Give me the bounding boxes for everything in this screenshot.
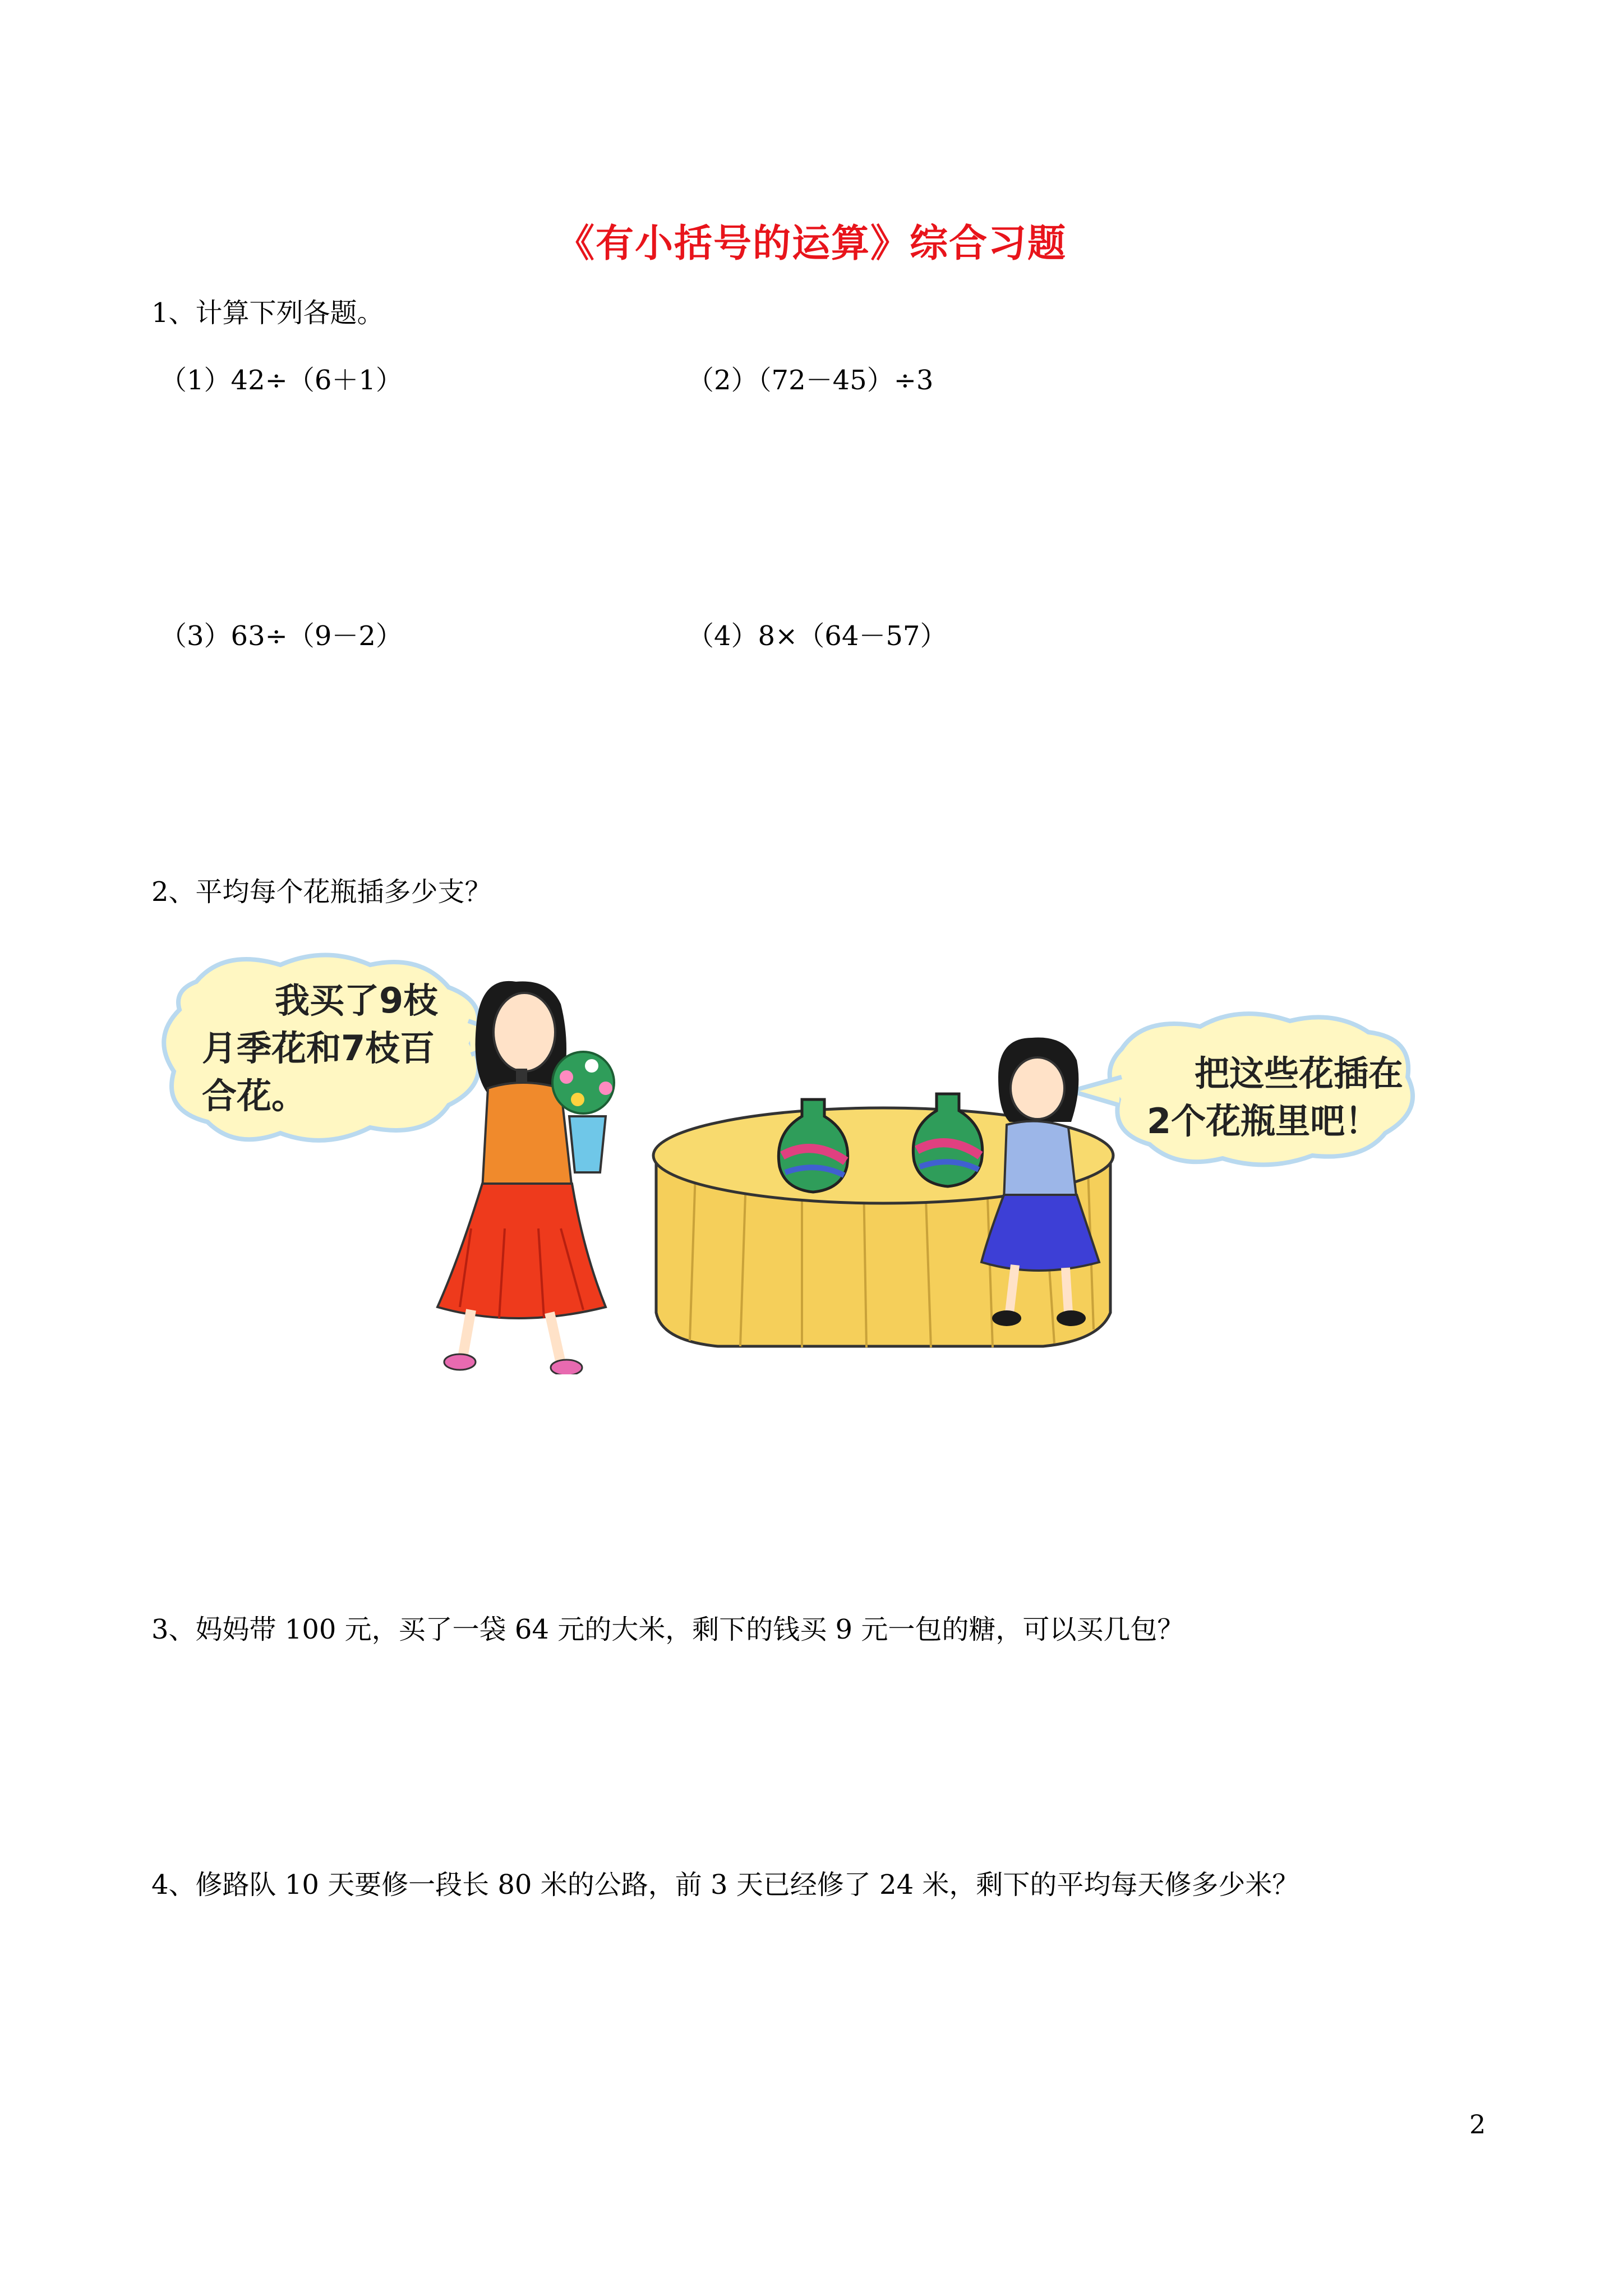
- speech-bubble-left: [164, 955, 516, 1140]
- page-number: 2: [1469, 2109, 1486, 2139]
- bubble-left-line-3: 合花。: [202, 1075, 307, 1116]
- question-1-item-4: （4）8×（64－57）: [687, 620, 947, 652]
- bubble-right-line-2: 2个花瓶里吧！: [1147, 1101, 1380, 1142]
- flower-vase-illustration: [157, 948, 1481, 1374]
- question-3-prompt: 3、妈妈带 100 元，买了一袋 64 元的大米，剩下的钱买 9 元一包的糖，可以买几包？: [151, 1614, 1184, 1645]
- bubble-left-line-2: 月季花和7枝百: [202, 1028, 435, 1069]
- speech-bubble-right: [1071, 1014, 1413, 1165]
- question-1-item-1: （1）42÷（6＋1）: [160, 365, 403, 396]
- question-4-prompt: 4、修路队 10 天要修一段长 80 米的公路，前 3 天已经修了 24 米，剩下的平均每天修多少米？: [151, 1869, 1299, 1901]
- question-1-prompt: 1、计算下列各题。: [151, 297, 384, 329]
- bubble-right-line-1: 把这些花插在: [1195, 1053, 1404, 1094]
- question-1-item-2: （2）（72－45）÷3: [687, 365, 934, 396]
- bubble-left-line-1: 我买了9枝: [275, 980, 439, 1021]
- question-1-item-3: （3）63÷（9－2）: [160, 620, 403, 652]
- question-2-prompt: 2、平均每个花瓶插多少支？: [151, 876, 492, 908]
- page-title: 《有小括号的运算》综合习题: [556, 222, 1067, 266]
